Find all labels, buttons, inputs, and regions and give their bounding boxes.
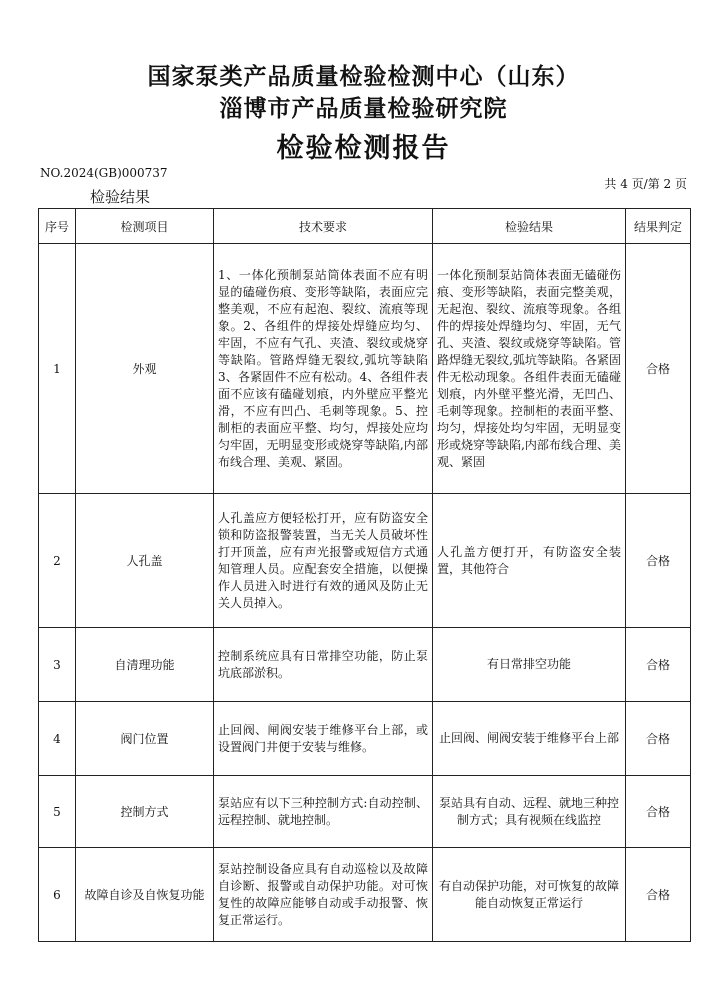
page-info: 共 4 页/第 2 页 <box>604 177 687 191</box>
row-result: 有日常排空功能 <box>433 628 626 702</box>
row-requirement: 控制系统应具有日常排空功能，防止泵坑底部淤积。 <box>214 628 433 702</box>
row-no: 6 <box>39 848 76 942</box>
row-verdict: 合格 <box>626 776 691 848</box>
row-no: 1 <box>39 244 76 494</box>
row-requirement: 泵站应有以下三种控制方式:自动控制、远程控制、就地控制。 <box>214 776 433 848</box>
org-name-line2: 淄博市产品质量检验研究院 <box>219 95 508 122</box>
row-item: 外观 <box>76 244 214 494</box>
row-verdict: 合格 <box>626 848 691 942</box>
section-title: 检验结果 <box>90 188 151 206</box>
row-requirement: 人孔盖应方便轻松打开，应有防盗安全锁和防盗报警装置，当无关人员破坏性打开顶盖，应有声光报警或短信方式通知管理人员。应配套安全措施，以便操作人员进入时进行有效的通风及防止无关人员掉入。 <box>214 494 433 628</box>
row-result: 泵站具有自动、远程、就地三种控制方式；具有视频在线监控 <box>433 776 626 848</box>
row-requirement: 泵站控制设备应具有自动巡检以及故障自诊断、报警或自动保护功能。对可恢复性的故障应能够自动或手动报警、恢复正常运行。 <box>214 848 433 942</box>
row-verdict: 合格 <box>626 628 691 702</box>
org-name-line1: 国家泵类产品质量检验检测中心（山东） <box>147 63 580 90</box>
row-requirement: 1、一体化预制泵站筒体表面不应有明显的磕碰伤痕、变形等缺陷，表面应完整美观，不应有起泡、裂纹、流痕等现象。2、各组件的焊接处焊缝应均匀、牢固，不应有气孔、夹渣、裂纹或烧穿等缺陷。管路焊缝无裂纹,弧坑等缺陷3、各紧固件不应有松动。4、各组件表面不应该有磕碰划痕，内外壁应平整光滑，不应有凹凸、毛刺等现象。5、控制柜的表面应平整、均匀，焊接处应均匀牢固，无明显变形或烧穿等缺陷,内部布线合理、美观、紧固。 <box>214 244 433 494</box>
row-result: 有自动保护功能，对可恢复的故障能自动恢复正常运行 <box>433 848 626 942</box>
row-verdict: 合格 <box>626 702 691 776</box>
col-header-verdict: 结果判定 <box>626 209 691 244</box>
col-header-result: 检验结果 <box>433 209 626 244</box>
results-table <box>38 208 691 942</box>
row-result: 一体化预制泵站筒体表面无磕碰伤痕、变形等缺陷，表面完整美观，无起泡、裂纹、流痕等现象。各组件的焊接处焊缝均匀、牢固，无气孔、夹渣、裂纹或烧穿等缺陷。管路焊缝无裂纹,弧坑等缺陷。各紧固件无松动现象。各组件表面无磕碰划痕，内外壁平整光滑，无凹凸、毛刺等现象。控制柜的表面平整、均匀，焊接处均匀牢固，无明显变形或烧穿等缺陷,内部布线合理、美观、紧固 <box>433 244 626 494</box>
row-item: 自清理功能 <box>76 628 214 702</box>
col-header-requirement: 技术要求 <box>214 209 433 244</box>
table-row <box>39 848 691 942</box>
row-item: 控制方式 <box>76 776 214 848</box>
table-row <box>39 494 691 628</box>
col-header-item: 检测项目 <box>76 209 214 244</box>
row-no: 5 <box>39 776 76 848</box>
row-verdict: 合格 <box>626 244 691 494</box>
row-verdict: 合格 <box>626 494 691 628</box>
report-number: NO.2024(GB)000737 <box>40 166 168 180</box>
col-header-no: 序号 <box>39 209 76 244</box>
row-no: 4 <box>39 702 76 776</box>
row-item: 阀门位置 <box>76 702 214 776</box>
row-requirement: 止回阀、闸阀安装于维修平台上部，或设置阀门井便于安装与维修。 <box>214 702 433 776</box>
table-row <box>39 776 691 848</box>
table-row <box>39 244 691 494</box>
row-item: 人孔盖 <box>76 494 214 628</box>
row-no: 3 <box>39 628 76 702</box>
table-row <box>39 628 691 702</box>
table-header-row <box>39 209 691 244</box>
row-result: 人孔盖方便打开，有防盗安全装置，其他符合 <box>433 494 626 628</box>
row-no: 2 <box>39 494 76 628</box>
row-item: 故障自诊及自恢复功能 <box>76 848 214 942</box>
table-row <box>39 702 691 776</box>
document-title: 检验检测报告 <box>276 133 451 164</box>
row-result: 止回阀、闸阀安装于维修平台上部 <box>433 702 626 776</box>
